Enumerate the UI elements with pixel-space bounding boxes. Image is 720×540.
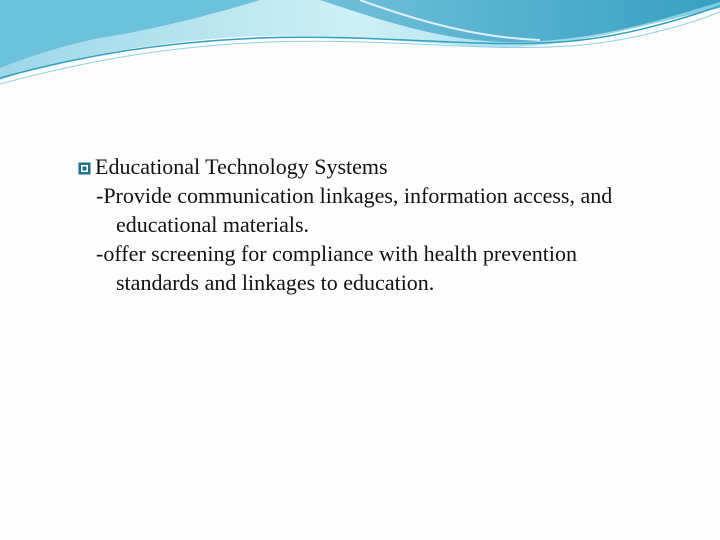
- sub-point-continuation: educational materials.: [116, 212, 310, 237]
- sub-point-communication: [78, 181, 678, 239]
- checkbox-bullet-icon: [78, 162, 91, 175]
- sub-point-screening: [78, 239, 678, 297]
- bullet-heading-row: [78, 152, 678, 181]
- bullet-heading: Educational Technology Systems: [95, 154, 388, 179]
- sub-point-continuation: standards and linkages to education.: [116, 270, 435, 295]
- sub-point-line: -offer screening for compliance with health prevention: [96, 241, 577, 266]
- slide-body: [78, 152, 678, 297]
- sub-point-line: -Provide communication linkages, information access, and: [96, 183, 613, 208]
- header-wave-decoration: [0, 0, 720, 110]
